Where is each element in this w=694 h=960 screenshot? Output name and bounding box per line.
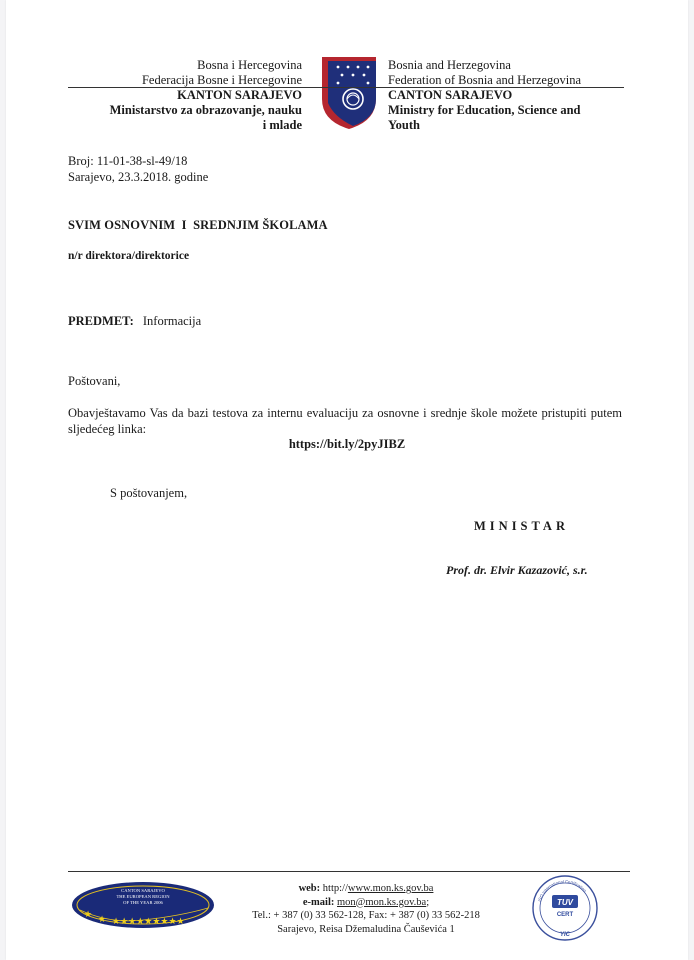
badge-left-line1: CANTON SARAJEVO [121, 888, 165, 893]
reference-block [68, 153, 208, 185]
badge-right-bottom: YIC [559, 932, 571, 938]
footer-phone-fax: Tel.: + 387 (0) 33 562-128, Fax: + 387 (0) 33 562-218 [252, 910, 480, 921]
subject-line [68, 314, 201, 329]
header-left-country: Bosna i Hercegovina [197, 58, 302, 72]
footer-email-suffix: ; [426, 896, 430, 908]
closing-salutation: S poštovanjem, [110, 486, 188, 500]
footer-contact [206, 882, 526, 936]
svg-text:★★★★★★★★★: ★★★★★★★★★ [112, 917, 185, 927]
greeting: Poštovani, [68, 374, 121, 388]
attention-line: n/r direktora/direktorice [68, 250, 190, 262]
header-right-ministry-cont: Youth [388, 118, 420, 132]
place-date: Sarajevo, 23.3.2018. godine [68, 170, 209, 184]
footer-divider [68, 871, 630, 872]
footer-web-label: web: [298, 883, 321, 894]
footer-web-link[interactable]: www.mon.ks.gov.ba [347, 883, 434, 894]
european-region-badge [70, 880, 216, 930]
canton-crest-logo [320, 55, 378, 131]
footer-email-link[interactable]: mon@mon.ks.gov.ba [337, 896, 427, 908]
signature-name: Prof. dr. Elvir Kazazović, s.r. [446, 563, 588, 577]
footer-web-prefix: http:// [322, 883, 348, 894]
reference-number: Broj: 11-01-38-sl-49/18 [68, 154, 188, 168]
svg-text:★: ★ [84, 910, 93, 920]
body-paragraph: Obavještavamo Vas da bazi testova za internu evaluaciju za osnovne i srednje škole možete pristupiti putem sljedećeg linka: [68, 406, 622, 436]
header-left-block [42, 58, 302, 133]
header-right-country: Bosnia and Herzegovina [388, 58, 511, 72]
badge-left-line2: THE EUROPEAN REGION [116, 894, 170, 899]
badge-left-line3: OF THE YEAR 2006 [123, 900, 163, 905]
header-left-ministry: Ministarstvo za obrazovanje, nauku [109, 103, 302, 117]
subject-value: Informacija [142, 314, 202, 328]
badge-right-cert: CERT [556, 912, 574, 918]
header-left-canton: KANTON SARAJEVO [177, 88, 302, 102]
header-right-ministry: Ministry for Education, Science and [388, 103, 581, 117]
svg-text:★: ★ [98, 915, 107, 925]
minister-title: MINISTAR [474, 519, 569, 533]
subject-label: PREDMET: [68, 314, 134, 328]
footer-email-label: e-mail: [302, 896, 335, 908]
header-left-federation: Federacija Bosne i Hercegovine [141, 73, 302, 87]
header-right-canton: CANTON SARAJEVO [388, 88, 513, 102]
header-right-block [388, 58, 628, 133]
evaluation-link[interactable]: https://bit.ly/2pyJIBZ [288, 437, 406, 451]
header-right-federation: Federation of Bosnia and Herzegovina [388, 73, 581, 87]
badge-right-logo: TUV [557, 898, 573, 907]
header-divider [68, 87, 624, 88]
tuv-cert-badge [530, 873, 600, 943]
badge-right-ring-text: ISO International Certification [536, 878, 588, 903]
document-page [6, 0, 688, 960]
recipients-line: SVIM OSNOVNIM I SREDNJIM ŠKOLAMA [68, 218, 328, 232]
header-left-ministry-cont: i mlade [262, 118, 302, 132]
footer-address: Sarajevo, Reisa Džemaludina Čauševića 1 [277, 923, 455, 935]
